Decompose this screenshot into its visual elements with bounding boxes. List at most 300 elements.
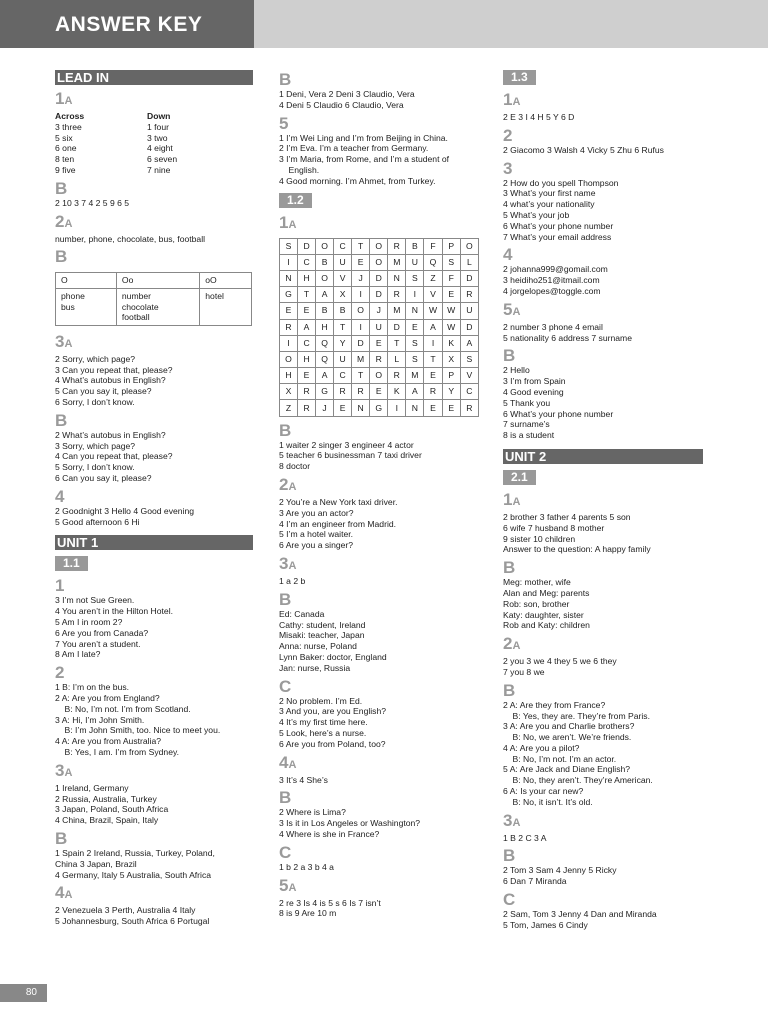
list-item: 1 I’m Wei Ling and I’m from Beijing in China.	[279, 132, 448, 143]
exercise-1-heading: 1	[55, 576, 65, 596]
list-item: Rob: son, brother	[503, 598, 570, 609]
grid-row	[280, 400, 479, 416]
list-item: 4 It’s my first time here.	[279, 717, 368, 728]
grid-row	[280, 384, 479, 400]
exercise-c-heading: C	[503, 890, 516, 910]
grid-cell: D	[370, 270, 388, 286]
grid-row	[280, 351, 479, 367]
grid-cell: B	[406, 238, 424, 254]
answer-line: 4 Germany, Italy 5 Australia, South Africa	[55, 869, 212, 880]
grid-cell: N	[406, 303, 424, 319]
grid-cell: H	[316, 319, 334, 335]
answer-line: 5 Good afternoon 6 Hi	[55, 516, 140, 527]
answer-line: Answer to the question: A happy family	[503, 544, 651, 555]
grid-cell: U	[406, 254, 424, 270]
list-item: 2 How do you spell Thompson	[503, 177, 619, 188]
list-item: Alan and Meg: parents	[503, 587, 590, 598]
section-1-2: 1.2	[279, 193, 312, 208]
section-1-3: 1.3	[503, 70, 536, 85]
answer-line: 2 number 3 phone 4 email	[503, 321, 603, 332]
list-item: 4 jorgelopes@toggle.com	[503, 285, 601, 296]
list-item: 5 Look, here’s a nurse.	[279, 727, 367, 738]
grid-cell: E	[406, 319, 424, 335]
list-item: 5 I’m a hotel waiter.	[279, 529, 354, 540]
exercise-c-heading: C	[279, 676, 292, 696]
list-item: 3 A: Hi, I’m John Smith.	[55, 714, 145, 725]
exercise-b-heading: B	[55, 247, 68, 267]
list-item: 6 A: Is your car new?	[503, 786, 584, 797]
answer-line: 9 sister 10 children	[503, 533, 576, 544]
grid-cell: E	[298, 303, 316, 319]
exercise-1a-heading: 1A	[279, 212, 297, 232]
list-item: 2 A: Are they from France?	[503, 699, 606, 710]
list-item: 3 What’s your first name	[503, 188, 596, 199]
list-item: Katy: daughter, sister	[503, 609, 584, 620]
list-item: 4 You aren’t in the Hilton Hotel.	[55, 606, 174, 617]
list-item: 4 Good evening	[503, 386, 564, 397]
grid-cell: Z	[424, 270, 442, 286]
list-item: 6 Are you a singer?	[279, 540, 354, 551]
grid-cell: Y	[442, 384, 460, 400]
exercise-b-heading: B	[55, 410, 68, 430]
grid-row	[280, 287, 479, 303]
grid-cell: R	[370, 351, 388, 367]
section-unit-1: UNIT 1	[55, 535, 253, 550]
grid-cell: A	[316, 368, 334, 384]
table-header: oO	[200, 273, 252, 289]
list-item: 2 You’re a New York taxi driver.	[279, 497, 398, 508]
exercise-1a-heading: 1A	[503, 90, 521, 109]
list-item: 9 five	[55, 164, 76, 175]
answer-line: 1 Spain 2 Ireland, Russia, Turkey, Poland,	[55, 847, 215, 858]
table-header: O	[56, 273, 117, 289]
list-item: B: No, they aren’t. They’re American.	[503, 775, 653, 786]
grid-cell: F	[442, 270, 460, 286]
list-item: 1 Ireland, Germany	[55, 782, 129, 793]
page-number-tab	[0, 984, 47, 1002]
grid-cell: T	[352, 238, 370, 254]
grid-cell: S	[280, 238, 298, 254]
grid-cell: C	[334, 368, 352, 384]
list-item: Meg: mother, wife	[503, 577, 571, 588]
list-item: 3 Sorry, which page?	[55, 440, 136, 451]
answer-line: 1 b 2 a 3 b 4 a	[279, 861, 334, 872]
grid-cell: A	[424, 319, 442, 335]
list-item: 2 Sorry, which page?	[55, 353, 136, 364]
grid-cell: A	[460, 335, 478, 351]
grid-cell: R	[460, 400, 478, 416]
grid-row	[280, 335, 479, 351]
grid-cell: R	[352, 384, 370, 400]
grid-cell: O	[280, 351, 298, 367]
list-item: Misaki: teacher, Japan	[279, 630, 365, 641]
grid-cell: T	[298, 287, 316, 303]
grid-row	[280, 238, 479, 254]
grid-cell: W	[424, 303, 442, 319]
exercise-3-heading: 3	[503, 158, 513, 178]
grid-cell: R	[298, 384, 316, 400]
grid-cell: W	[442, 319, 460, 335]
answer-line: 2 brother 3 father 4 parents 5 son	[503, 511, 631, 522]
exercise-3a-heading: 3A	[55, 331, 73, 351]
grid-cell: D	[460, 319, 478, 335]
answer-line: 2 Sam, Tom 3 Jenny 4 Dan and Miranda	[503, 909, 657, 920]
grid-row	[280, 270, 479, 286]
grid-cell: O	[370, 238, 388, 254]
grid-cell: B	[334, 303, 352, 319]
grid-cell: H	[298, 270, 316, 286]
answer-line: 1 Deni, Vera 2 Deni 3 Claudio, Vera	[279, 89, 415, 99]
answer-line: 7 you 8 we	[503, 666, 545, 677]
grid-cell: R	[424, 384, 442, 400]
exercise-b-heading: B	[503, 680, 516, 700]
list-item: 2 johanna999@gomail.com	[503, 264, 608, 275]
grid-cell: S	[406, 351, 424, 367]
answer-line: 5 teacher 6 businessman 7 taxi driver	[279, 450, 422, 461]
section-1-1: 1.1	[55, 556, 88, 571]
grid-cell: D	[298, 238, 316, 254]
grid-cell: E	[280, 303, 298, 319]
grid-cell: W	[442, 303, 460, 319]
answer-line: 2 re 3 Is 4 is 5 s 6 Is 7 isn’t	[279, 897, 381, 908]
list-item: 6 seven	[147, 154, 178, 165]
list-item: 3 Are you an actor?	[279, 507, 354, 518]
exercise-b-heading: B	[279, 788, 292, 808]
exercise-4a-heading: 4A	[279, 752, 297, 772]
answer-line: 3 It’s 4 She’s	[279, 774, 328, 785]
grid-cell: R	[280, 319, 298, 335]
grid-cell: M	[388, 303, 406, 319]
down-list	[147, 111, 239, 176]
exercise-5a-heading: 5A	[503, 299, 521, 319]
grid-cell: H	[298, 351, 316, 367]
list-item: Ed: Canada	[279, 608, 325, 619]
answer-line: 8 is 9 Are 10 m	[279, 908, 337, 919]
grid-cell: E	[370, 384, 388, 400]
list-item: 8 ten	[55, 154, 75, 165]
exercise-1a-heading: 1A	[55, 89, 73, 108]
list-item: 4 what’s your nationality	[503, 199, 595, 210]
answer-line: 8 doctor	[279, 461, 311, 472]
grid-cell: N	[352, 400, 370, 416]
list-item: 3 three	[55, 121, 82, 132]
exercise-1a-heading: 1A	[503, 489, 521, 509]
list-item: 1 B: I’m on the bus.	[55, 682, 130, 693]
list-item: 5 Thank you	[503, 397, 551, 408]
table-cell: hotel	[200, 289, 252, 326]
grid-cell: Q	[316, 351, 334, 367]
grid-cell: E	[370, 335, 388, 351]
grid-row	[280, 254, 479, 270]
grid-cell: E	[424, 368, 442, 384]
list-item: Anna: nurse, Poland	[279, 641, 357, 652]
grid-cell: D	[388, 319, 406, 335]
grid-cell: C	[460, 384, 478, 400]
list-item: 8 is a student	[503, 430, 555, 441]
grid-cell: J	[370, 303, 388, 319]
list-item: 4 What’s autobus in English?	[55, 375, 166, 386]
grid-cell: D	[352, 335, 370, 351]
grid-cell: E	[298, 368, 316, 384]
grid-cell: N	[388, 270, 406, 286]
across-heading: Across	[55, 111, 85, 121]
exercise-2a-heading: 2A	[503, 634, 521, 654]
answer-line: 2 E 3 I 4 H 5 Y 6 D	[503, 112, 575, 122]
grid-cell: R	[460, 287, 478, 303]
list-item: 3 I’m not Sue Green.	[55, 595, 135, 606]
list-item: 5 Can you say it, please?	[55, 386, 152, 397]
grid-cell: X	[334, 287, 352, 303]
grid-cell: E	[352, 254, 370, 270]
grid-cell: N	[280, 270, 298, 286]
exercise-b-heading: B	[279, 589, 292, 609]
answer-line: 2 you 3 we 4 they 5 we 6 they	[503, 656, 617, 667]
exercise-c-heading: C	[279, 842, 292, 862]
grid-cell: R	[388, 238, 406, 254]
list-item: B: Yes, they are. They’re from Paris.	[503, 710, 650, 721]
list-item: 6 Are you from Canada?	[55, 627, 149, 638]
list-item: 8 Am I late?	[55, 649, 101, 660]
grid-cell: U	[334, 254, 352, 270]
table-header: Oo	[116, 273, 199, 289]
grid-row	[280, 319, 479, 335]
grid-cell: Z	[280, 400, 298, 416]
grid-cell: L	[460, 254, 478, 270]
exercise-2-heading: 2	[55, 663, 65, 683]
grid-cell: G	[370, 400, 388, 416]
list-item: 6 Sorry, I don’t know.	[55, 397, 135, 408]
grid-cell: A	[316, 287, 334, 303]
list-item: 3 two	[147, 132, 168, 143]
list-item: 2 Hello	[503, 365, 530, 376]
grid-cell: S	[406, 335, 424, 351]
list-item: 2 Where is Lima?	[279, 807, 346, 818]
grid-cell: O	[460, 238, 478, 254]
grid-cell: F	[424, 238, 442, 254]
exercise-3a-heading: 3A	[503, 810, 521, 830]
grid-cell: O	[370, 254, 388, 270]
grid-cell: S	[460, 351, 478, 367]
list-item: 2 Russia, Australia, Turkey	[55, 793, 157, 804]
exercise-4a-heading: 4A	[55, 883, 73, 903]
list-item: 2 I’m Eva. I’m a teacher from Germany.	[279, 143, 429, 154]
grid-cell: T	[388, 335, 406, 351]
grid-cell: M	[388, 254, 406, 270]
grid-cell: V	[424, 287, 442, 303]
grid-cell: X	[280, 384, 298, 400]
list-item: 5 Sorry, I don’t know.	[55, 462, 135, 473]
page-header	[0, 0, 768, 48]
word-search-grid	[279, 238, 479, 417]
list-item: 5 A: Are Jack and Diane English?	[503, 764, 631, 775]
list-item: English.	[279, 164, 320, 175]
list-item: 6 What’s your phone number	[503, 408, 614, 419]
table-cell: number chocolate football	[116, 289, 199, 326]
grid-cell: E	[442, 400, 460, 416]
list-item: Rob and Katy: children	[503, 620, 590, 631]
grid-cell: U	[460, 303, 478, 319]
list-item: 4 I’m an engineer from Madrid.	[279, 518, 397, 529]
exercise-5a-heading: 5A	[279, 875, 297, 895]
exercise-5-heading: 5	[279, 113, 289, 133]
grid-cell: Q	[424, 254, 442, 270]
list-item: 3 Can you repeat that, please?	[55, 364, 173, 375]
answer-line: 2 Giacomo 3 Walsh 4 Vicky 5 Zhu 6 Rufus	[503, 144, 664, 155]
list-item: 2 A: Are you from England?	[55, 693, 160, 704]
grid-row	[280, 368, 479, 384]
list-item: 5 Am I in room 2?	[55, 617, 123, 628]
list-item: 3 I’m Maria, from Rome, and I’m a student of	[279, 154, 450, 165]
grid-cell: M	[406, 368, 424, 384]
list-item: Cathy: student, Ireland	[279, 619, 366, 630]
page-number: 80	[25, 987, 37, 998]
grid-row	[280, 303, 479, 319]
list-item: 7 What’s your email address	[503, 231, 612, 242]
list-item: B: Yes, I am. I’m from Sydney.	[55, 747, 180, 757]
grid-cell: O	[316, 238, 334, 254]
exercise-b-heading: B	[503, 346, 516, 366]
grid-cell: C	[334, 238, 352, 254]
grid-cell: E	[442, 287, 460, 303]
page-title: ANSWER KEY	[55, 13, 203, 36]
exercise-4-heading: 4	[55, 486, 65, 506]
grid-cell: B	[316, 303, 334, 319]
grid-cell: O	[352, 303, 370, 319]
grid-cell: H	[280, 368, 298, 384]
table-cell: phone bus	[56, 289, 117, 326]
grid-cell: V	[334, 270, 352, 286]
answer-line: 5 Johannesburg, South Africa 6 Portugal	[55, 916, 210, 927]
list-item: Jan: nurse, Russia	[279, 662, 351, 673]
grid-cell: I	[388, 400, 406, 416]
answer-line: China 3 Japan, Brazil	[55, 858, 137, 869]
exercise-4-heading: 4	[503, 245, 513, 265]
list-item: B: No, we aren’t. We’re friends.	[503, 732, 632, 743]
grid-cell: S	[406, 270, 424, 286]
column-2	[279, 70, 479, 919]
answer-line: 1 a 2 b	[279, 576, 306, 587]
list-item: B: I’m John Smith, too. Nice to meet you.	[55, 725, 221, 736]
answer-line: 2 Goodnight 3 Hello 4 Good evening	[55, 505, 195, 516]
grid-cell: C	[298, 335, 316, 351]
answer-line: 1 B 2 C 3 A	[503, 832, 547, 843]
exercise-b-heading: B	[279, 420, 292, 440]
grid-cell: T	[352, 368, 370, 384]
grid-cell: O	[370, 368, 388, 384]
list-item: 5 What’s your job	[503, 209, 570, 220]
list-item: 6 Can you say it, please?	[55, 473, 152, 484]
grid-cell: R	[334, 384, 352, 400]
stress-pattern-table	[55, 272, 252, 326]
grid-cell: I	[280, 254, 298, 270]
list-item: 4 Good morning. I’m Ahmet, from Turkey.	[279, 175, 436, 186]
grid-cell: T	[424, 351, 442, 367]
grid-cell: Q	[316, 335, 334, 351]
section-lead-in: LEAD IN	[55, 70, 253, 85]
grid-cell: K	[388, 384, 406, 400]
exercise-b-heading: B	[503, 846, 516, 866]
grid-cell: Y	[334, 335, 352, 351]
list-item: 3 Japan, Poland, South Africa	[55, 804, 169, 815]
grid-cell: G	[316, 384, 334, 400]
grid-cell: N	[406, 400, 424, 416]
grid-cell: S	[442, 254, 460, 270]
answer-line: 5 Tom, James 6 Cindy	[503, 919, 588, 930]
grid-cell: I	[280, 335, 298, 351]
exercise-b-heading: B	[279, 70, 292, 89]
list-item: 4 eight	[147, 143, 173, 154]
grid-cell: A	[298, 319, 316, 335]
list-item: B: No, I’m not. I’m from Scotland.	[55, 703, 191, 714]
list-item: 4 A: Are you a pilot?	[503, 742, 580, 753]
grid-cell: M	[352, 351, 370, 367]
list-item: 6 What’s your phone number	[503, 220, 614, 231]
grid-cell: B	[316, 254, 334, 270]
list-item: 2 What’s autobus in English?	[55, 429, 166, 440]
list-item: 6 Are you from Poland, too?	[279, 738, 386, 749]
section-unit-2: UNIT 2	[503, 449, 703, 464]
grid-cell: V	[460, 368, 478, 384]
across-list	[55, 111, 147, 176]
list-item: 3 And you, are you English?	[279, 706, 387, 717]
answer-line: 5 nationality 6 address 7 surname	[503, 332, 632, 343]
grid-cell: X	[442, 351, 460, 367]
list-item: 5 six	[55, 132, 73, 143]
answer-line: 2 Venezuela 3 Perth, Australia 4 Italy	[55, 905, 196, 916]
answer-line: 4 Deni 5 Claudio 6 Claudio, Vera	[279, 99, 404, 110]
list-item: 7 You aren’t a student.	[55, 638, 141, 649]
list-item: 3 Is it in Los Angeles or Washington?	[279, 818, 421, 829]
list-item: 3 heidiho251@itmail.com	[503, 275, 600, 286]
list-item: B: No, I’m not. I’m an actor.	[503, 753, 617, 764]
list-item: 3 A: Are you and Charlie brothers?	[503, 721, 635, 732]
list-item: 4 Where is she in France?	[279, 828, 380, 839]
grid-cell: R	[388, 287, 406, 303]
grid-cell: L	[388, 351, 406, 367]
grid-cell: T	[334, 319, 352, 335]
column-3	[503, 70, 703, 931]
grid-cell: I	[352, 319, 370, 335]
exercise-2a-heading: 2A	[279, 475, 297, 495]
list-item: B: No, it isn’t. It’s old.	[503, 796, 593, 807]
list-item: 4 A: Are you from Australia?	[55, 736, 162, 747]
answer-line: 1 waiter 2 singer 3 engineer 4 actor	[279, 439, 414, 450]
exercise-2-heading: 2	[503, 125, 513, 145]
list-item: 4 China, Brazil, Spain, Italy	[55, 815, 159, 826]
exercise-3a-heading: 3A	[279, 554, 297, 574]
list-item: 4 Can you repeat that, please?	[55, 451, 173, 462]
grid-cell: I	[352, 287, 370, 303]
exercise-2a-heading: 2A	[55, 211, 73, 231]
list-item: 6 one	[55, 143, 77, 154]
grid-cell: A	[406, 384, 424, 400]
grid-cell: P	[442, 238, 460, 254]
grid-cell: J	[316, 400, 334, 416]
grid-cell: E	[334, 400, 352, 416]
answer-line: number, phone, chocolate, bus, football	[55, 233, 206, 244]
answer-line: 2 Tom 3 Sam 4 Jenny 5 Ricky	[503, 865, 617, 876]
grid-cell: D	[370, 287, 388, 303]
list-item: 3 I’m from Spain	[503, 376, 566, 387]
grid-cell: D	[460, 270, 478, 286]
exercise-b-heading: B	[55, 178, 68, 198]
grid-cell: K	[442, 335, 460, 351]
column-1	[55, 70, 253, 927]
grid-cell: R	[298, 400, 316, 416]
grid-cell: I	[424, 335, 442, 351]
crossword-answers	[55, 111, 253, 176]
answer-line: 6 Dan 7 Miranda	[503, 876, 567, 887]
